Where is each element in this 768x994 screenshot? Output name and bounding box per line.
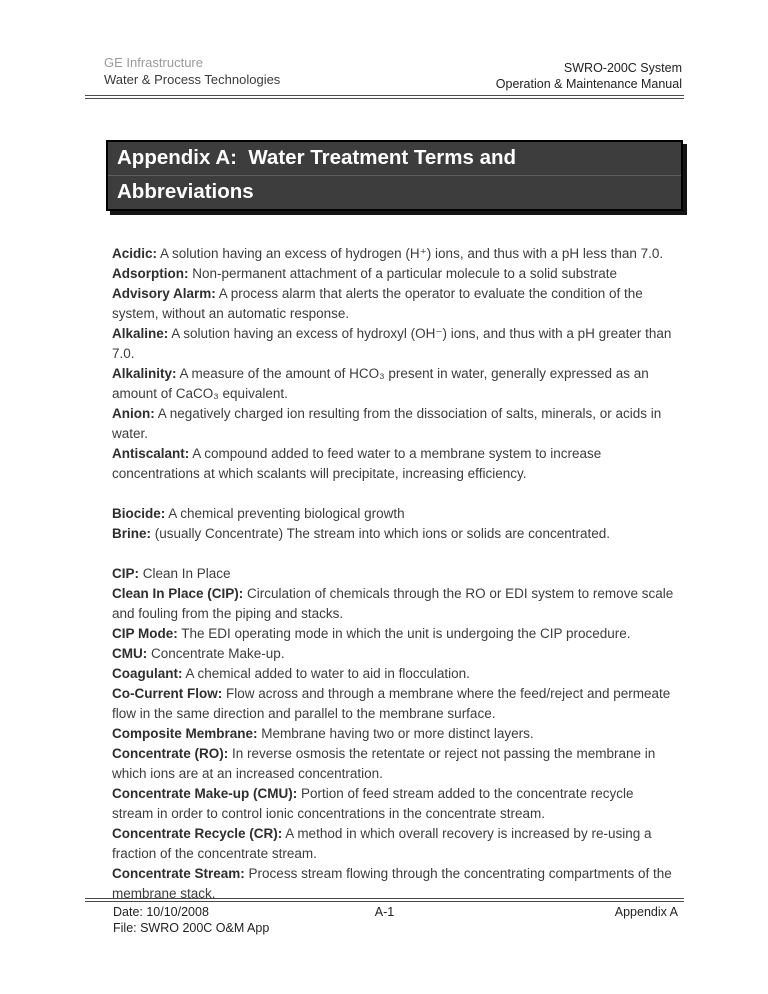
glossary-definition: In reverse osmosis the retentate or reject not passing the membrane in which ions are at an increased concentration. <box>112 746 656 781</box>
footer-date: Date: 10/10/2008 <box>113 905 209 919</box>
glossary-entry <box>112 244 678 264</box>
glossary-definition: A process alarm that alerts the operator to evaluate the condition of the system, without an automatic response. <box>112 286 643 321</box>
glossary-term: Adsorption: <box>112 266 189 281</box>
glossary-term: Advisory Alarm: <box>112 286 216 301</box>
glossary-term: Alkalinity: <box>112 366 177 381</box>
glossary-term: Brine: <box>112 526 152 541</box>
glossary-entry <box>112 664 678 684</box>
glossary-term: Co-Current Flow: <box>112 686 223 701</box>
glossary-term: Composite Membrane: <box>112 726 258 741</box>
glossary-definition: Flow across and through a membrane where the feed/reject and permeate flow in the same direction and parallel to the membrane surface. <box>112 686 671 721</box>
glossary-term: Acidic: <box>112 246 158 261</box>
glossary-entry <box>112 524 678 544</box>
glossary-definition: A chemical preventing biological growth <box>165 506 405 521</box>
system-name: SWRO-200C System <box>563 61 682 75</box>
manual-name: Operation & Maintenance Manual <box>495 77 682 91</box>
glossary-entry <box>112 404 678 444</box>
glossary-term: Concentrate (RO): <box>112 746 229 761</box>
glossary-definition: A compound added to feed water to a membrane system to increase concentrations at which scalants will precipitate, increasing efficiency. <box>112 446 602 481</box>
glossary-definition: Clean In Place <box>139 566 231 581</box>
glossary-entry <box>112 724 678 744</box>
glossary-entry <box>112 684 678 724</box>
header-brand <box>104 54 280 88</box>
footer <box>85 904 684 936</box>
brand-division: Water & Process Technologies <box>104 72 281 87</box>
footer-page-number: A-1 <box>374 905 395 919</box>
brand-name: GE Infrastructure <box>104 55 203 70</box>
glossary-entry <box>112 324 678 364</box>
glossary-entry <box>112 364 678 404</box>
footer-rule <box>85 898 684 902</box>
glossary-definition: A measure of the amount of HCO₃ present in water, generally expressed as an amount of CaCO₃ equivalent. <box>112 366 649 401</box>
header-doc-info <box>496 60 682 92</box>
glossary-term: CIP Mode: <box>112 626 178 641</box>
appendix-title-banner <box>106 140 683 211</box>
glossary-definition: A method in which overall recovery is increased by re-using a fraction of the concentrate stream. <box>112 826 652 861</box>
glossary-entry <box>112 584 678 624</box>
glossary <box>112 244 678 904</box>
glossary-term: Anion: <box>112 406 155 421</box>
glossary-definition: The EDI operating mode in which the unit is undergoing the CIP procedure. <box>177 626 631 641</box>
glossary-entry <box>112 784 678 824</box>
glossary-entry <box>112 744 678 784</box>
header-rule <box>85 95 684 99</box>
glossary-definition: A solution having an excess of hydrogen (H⁺) ions, and thus with a pH less than 7.0. <box>157 246 664 261</box>
glossary-definition: (usually Concentrate) The stream into which ions or solids are concentrated. <box>151 526 610 541</box>
glossary-group <box>112 244 678 484</box>
glossary-definition: Non-permanent attachment of a particular molecule to a solid substrate <box>188 266 617 281</box>
glossary-entry <box>112 624 678 644</box>
glossary-entry <box>112 504 678 524</box>
glossary-definition: Concentrate Make-up. <box>147 646 285 661</box>
appendix-title-line1: Appendix A: Water Treatment Terms and <box>117 146 517 169</box>
glossary-term: Biocide: <box>112 506 166 521</box>
footer-section: Appendix A <box>614 905 678 919</box>
glossary-term: Concentrate Make-up (CMU): <box>112 786 298 801</box>
glossary-definition: A negatively charged ion resulting from the dissociation of salts, minerals, or acids in water. <box>112 406 662 441</box>
footer-file-info <box>85 904 375 936</box>
glossary-definition: Portion of feed stream added to the concentrate recycle stream in order to control ionic concentrations in the concentrate stream. <box>112 786 634 821</box>
glossary-term: Concentrate Recycle (CR): <box>112 826 283 841</box>
glossary-term: Alkaline: <box>112 326 169 341</box>
glossary-definition: Process stream flowing through the concentrating compartments of the membrane stack. <box>112 866 672 901</box>
glossary-entry <box>112 644 678 664</box>
glossary-entry <box>112 444 678 484</box>
glossary-term: Coagulant: <box>112 666 183 681</box>
appendix-title-line2: Abbreviations <box>108 175 681 209</box>
glossary-term: Clean In Place (CIP): <box>112 586 244 601</box>
glossary-term: CMU: <box>112 646 148 661</box>
glossary-definition: A chemical added to water to aid in flocculation. <box>182 666 470 681</box>
glossary-entry <box>112 564 678 584</box>
glossary-definition: A solution having an excess of hydroxyl (OH⁻) ions, and thus with a pH greater than 7.0. <box>112 326 672 361</box>
glossary-term: Antiscalant: <box>112 446 190 461</box>
glossary-definition: Circulation of chemicals through the RO or EDI system to remove scale and fouling from the piping and stacks. <box>112 586 674 621</box>
glossary-group <box>112 504 678 544</box>
glossary-entry <box>112 264 678 284</box>
glossary-term: CIP: <box>112 566 139 581</box>
glossary-entry <box>112 824 678 864</box>
glossary-definition: Membrane having two or more distinct layers. <box>257 726 534 741</box>
glossary-entry <box>112 284 678 324</box>
glossary-group <box>112 564 678 904</box>
footer-file: File: SWRO 200C O&M App <box>113 921 270 935</box>
glossary-term: Concentrate Stream: <box>112 866 245 881</box>
